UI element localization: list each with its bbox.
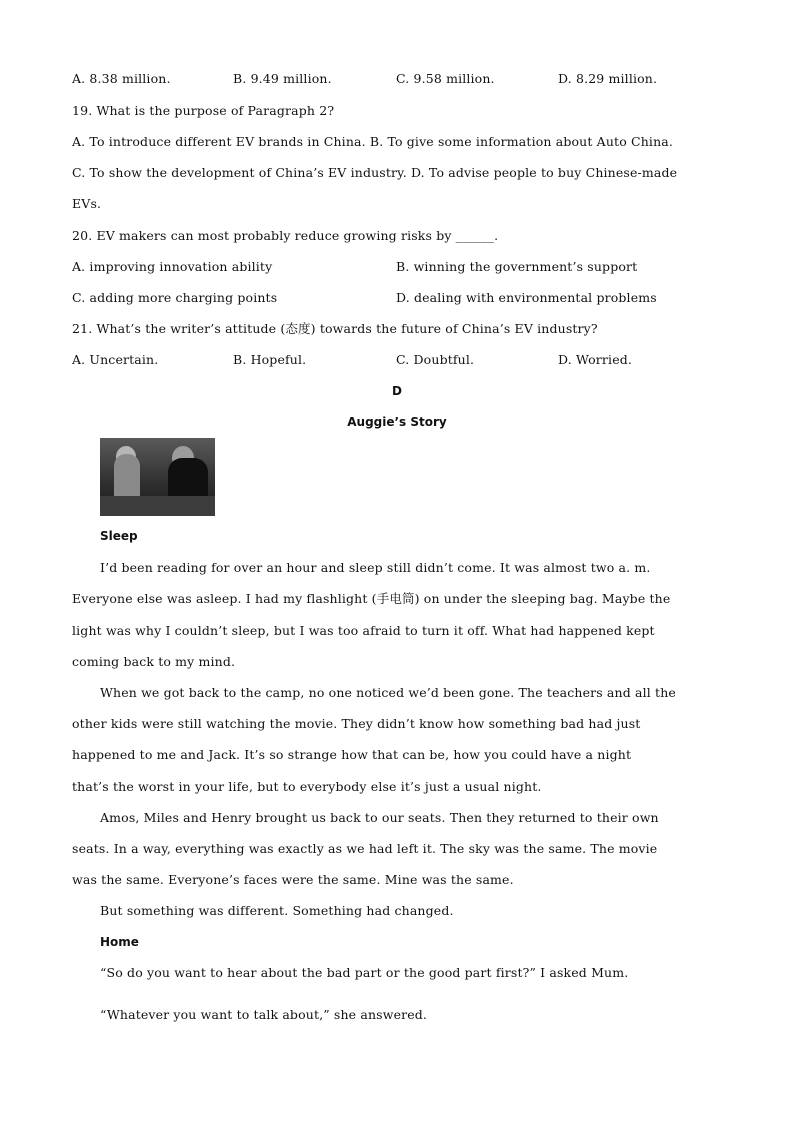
q21-option-d: D. Worried. — [558, 352, 633, 367]
sleep-line-12: But something was different. Something had changed. — [100, 903, 454, 918]
sleep-line-10: seats. In a way, everything was exactly as we had left it. The sky was the same. The movie — [72, 841, 658, 856]
sleep-line-6: other kids were still watching the movie. They didn’t know how something bad had just — [72, 716, 641, 731]
section-title: Auggie’s Story — [347, 415, 447, 429]
q21-stem: 21. What’s the writer’s attitude (态度) towards the future of China’s EV industry? — [72, 321, 598, 336]
q21-option-c: C. Doubtful. — [396, 352, 475, 367]
home-line-1: “So do you want to hear about the bad part or the good part first?” I asked Mum. — [100, 965, 629, 980]
sleep-line-3: light was why I couldn’t sleep, but I was too afraid to turn it off. What had happened kept — [72, 623, 655, 638]
q19-options-line1: A. To introduce different EV brands in China. B. To give some information about Auto China. — [72, 134, 673, 149]
sleep-line-11: was the same. Everyone’s faces were the same. Mine was the same. — [72, 872, 514, 887]
sleep-line-2: Everyone else was asleep. I had my flashlight (手电筒) on under the sleeping bag. Maybe the — [72, 591, 671, 606]
sleep-line-7: happened to me and Jack. It’s so strange how that can be, how you could have a night — [72, 747, 632, 762]
sleep-heading: Sleep — [100, 529, 138, 543]
q21-option-a: A. Uncertain. — [72, 352, 159, 367]
q20-stem: 20. EV makers can most probably reduce growing risks by ______. — [72, 228, 499, 243]
q19-options-line3: EVs. — [72, 196, 102, 211]
home-heading: Home — [100, 935, 139, 949]
q18-option-b: B. 9.49 million. — [233, 71, 332, 86]
q18-option-c: C. 9.58 million. — [396, 71, 495, 86]
home-line-2: “Whatever you want to talk about,” she answered. — [100, 1007, 428, 1022]
q21-option-b: B. Hopeful. — [233, 352, 307, 367]
q20-option-a: A. improving innovation ability — [72, 259, 273, 274]
q20-option-d: D. dealing with environmental problems — [396, 290, 657, 305]
sleep-line-5: When we got back to the camp, no one noticed we’d been gone. The teachers and all the — [100, 685, 676, 700]
sleep-line-4: coming back to my mind. — [72, 654, 236, 669]
q20-option-c: C. adding more charging points — [72, 290, 278, 305]
q19-options-line2: C. To show the development of China’s EV industry. D. To advise people to buy Chinese-made — [72, 165, 678, 180]
q18-option-d: D. 8.29 million. — [558, 71, 658, 86]
section-letter: D — [392, 384, 402, 398]
sleep-line-9: Amos, Miles and Henry brought us back to our seats. Then they returned to their own — [100, 810, 659, 825]
sleep-line-8: that’s the worst in your life, but to everybody else it’s just a usual night. — [72, 779, 542, 794]
sleep-line-1: I’d been reading for over an hour and sleep still didn’t come. It was almost two a. m. — [100, 560, 651, 575]
story-photo — [100, 438, 215, 516]
q20-option-b: B. winning the government’s support — [396, 259, 638, 274]
q19-stem: 19. What is the purpose of Paragraph 2? — [72, 103, 335, 118]
q18-option-a: A. 8.38 million. — [72, 71, 171, 86]
